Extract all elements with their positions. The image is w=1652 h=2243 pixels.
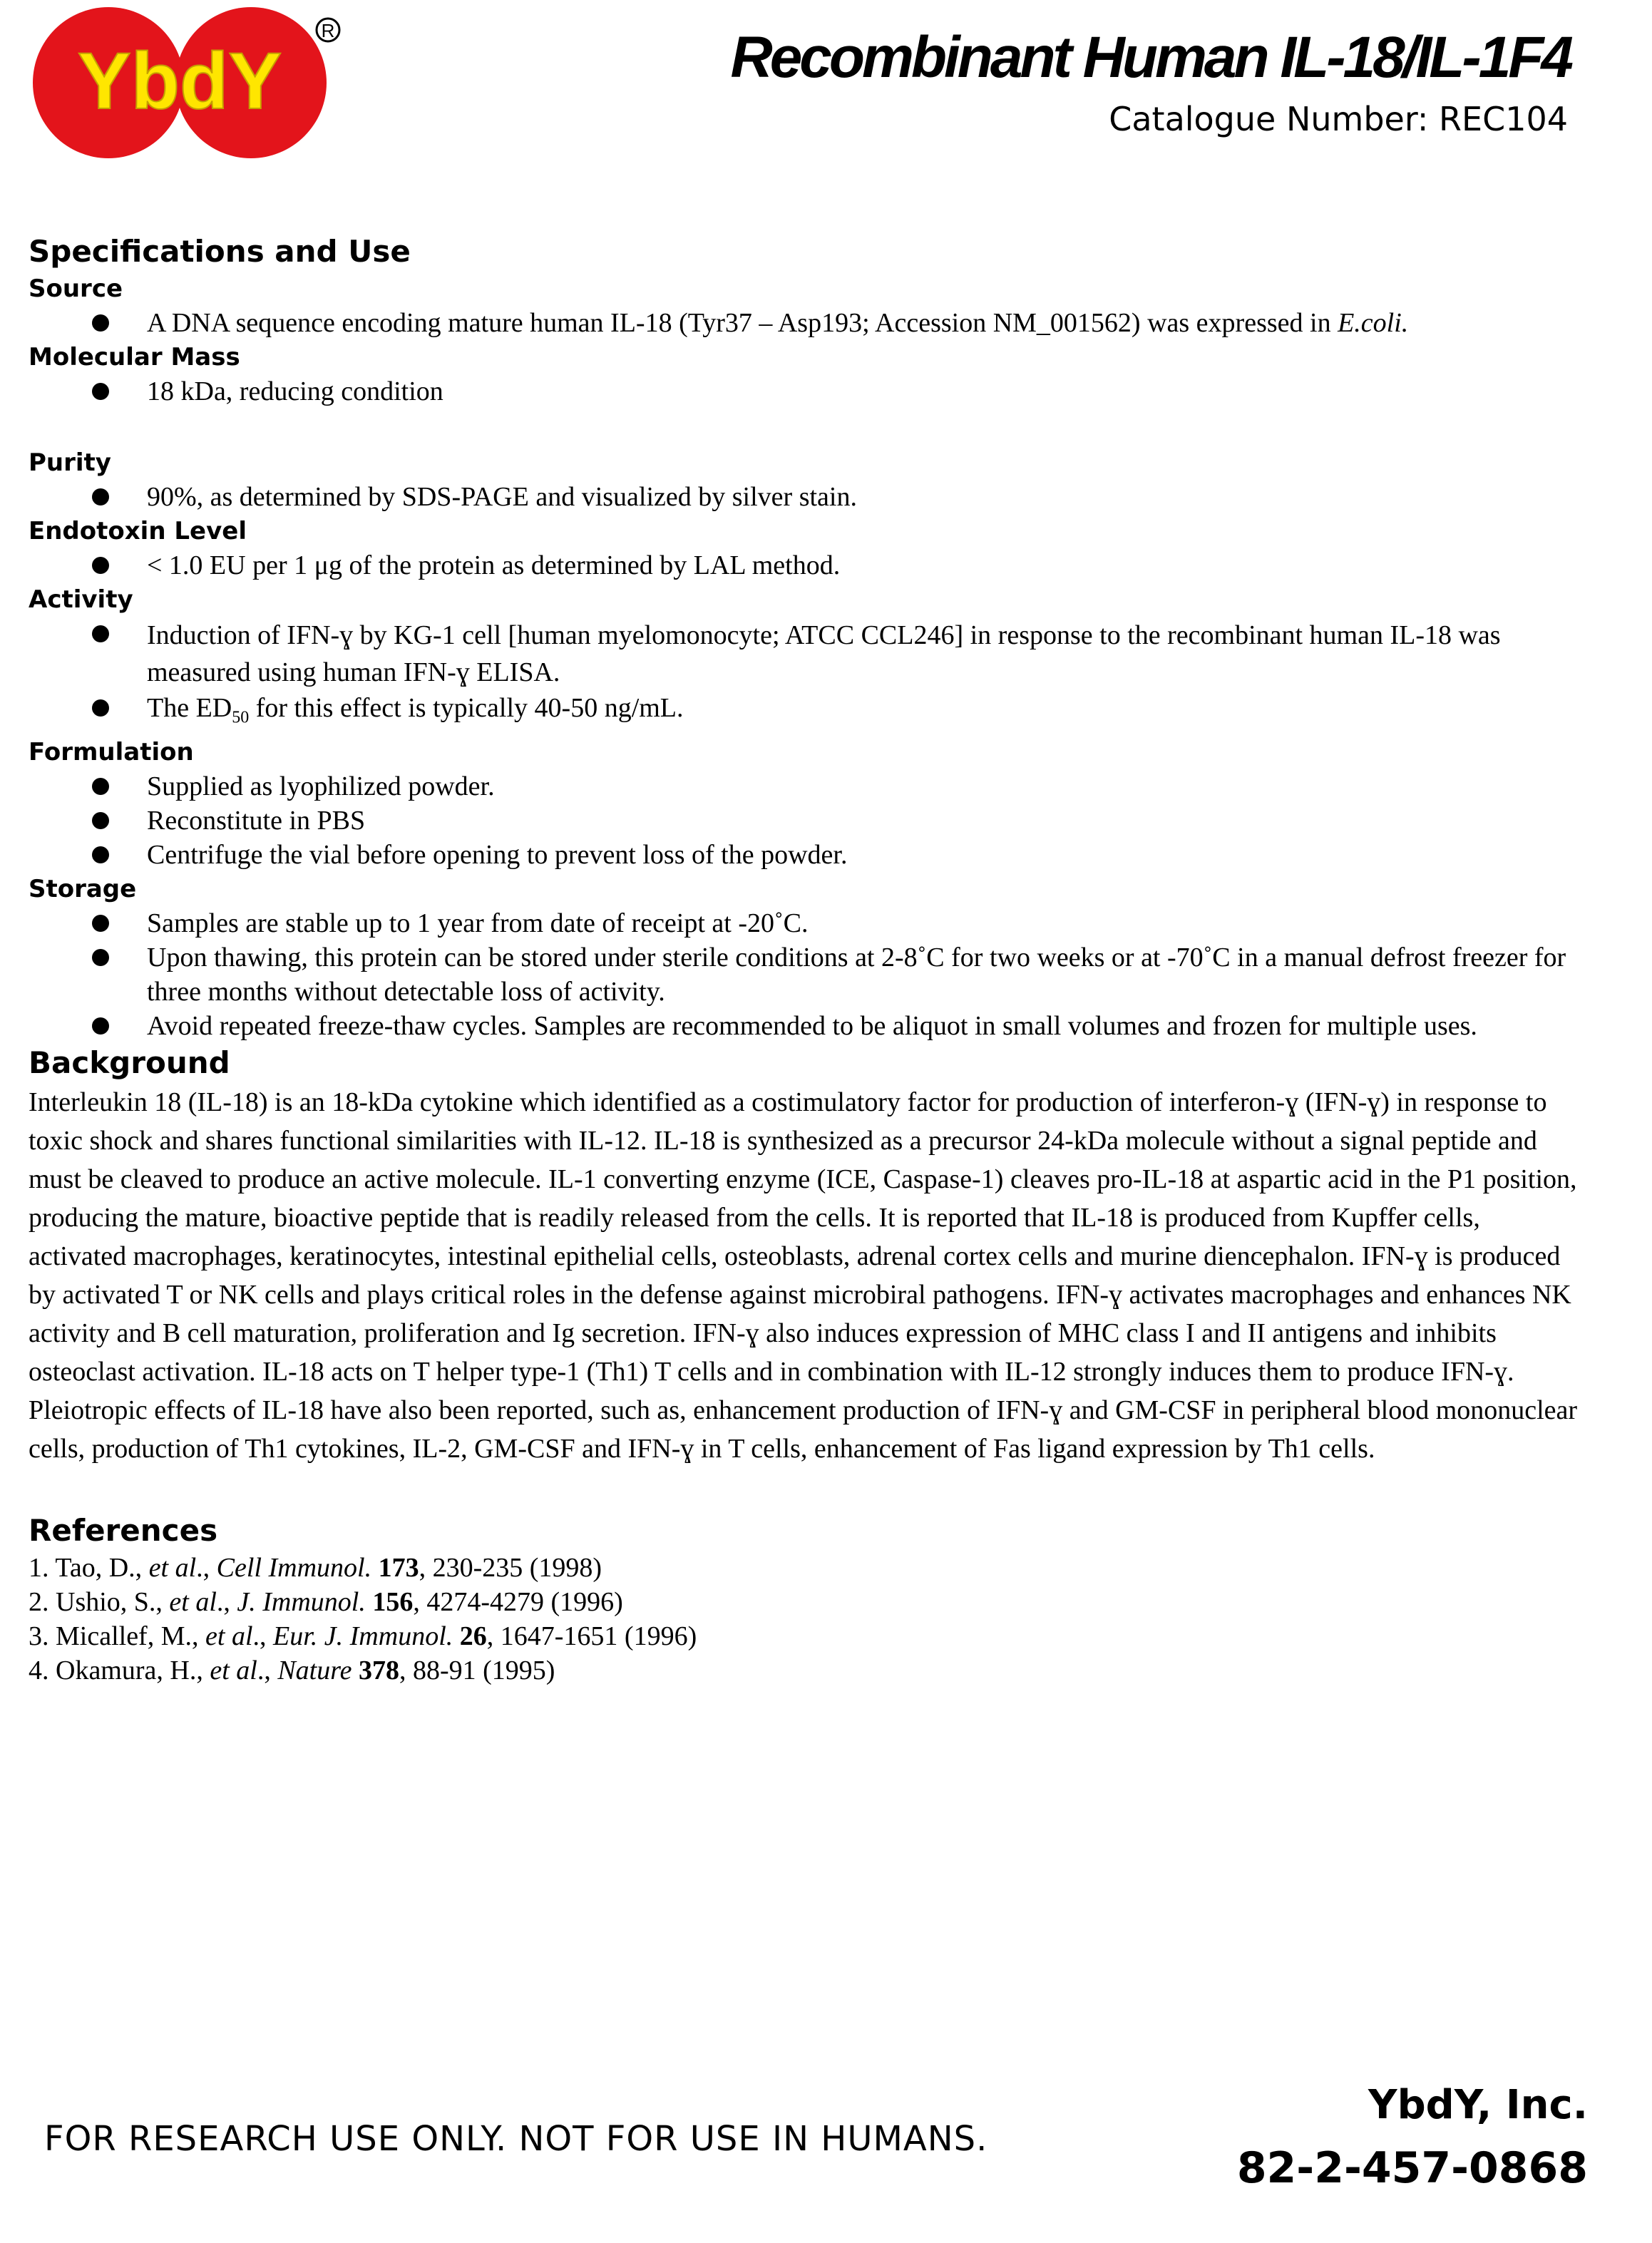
references-heading: References: [29, 1512, 218, 1548]
list-item: Supplied as lyophilized powder.: [29, 769, 1583, 804]
ed-suffix: for this effect is typically 40-50 ng/mL.: [249, 693, 684, 723]
endotoxin-list: [29, 548, 1583, 582]
storage-label: Storage: [29, 874, 137, 903]
catalogue-number: Catalogue Number: REC104: [1109, 100, 1568, 138]
svg-text:R: R: [321, 20, 335, 41]
list-item: 18 kDa, reducing condition: [29, 374, 1583, 409]
document-body: [29, 232, 1583, 1688]
list-item: Reconstitute in PBS: [29, 804, 1583, 838]
company-phone: 82-2-457-0868: [1236, 2143, 1588, 2193]
list-item: Centrifuge the vial before opening to prevent loss of the powder.: [29, 838, 1583, 872]
reference-item: 4. Okamura, H., et al., Nature 378, 88-91 (1995): [29, 1655, 555, 1685]
source-label: Source: [29, 274, 123, 303]
company-name: YbdY, Inc.: [1368, 2082, 1588, 2128]
list-item: [29, 691, 1583, 735]
formulation-label: Formulation: [29, 737, 194, 766]
specifications-heading: Specifications and Use: [29, 234, 411, 269]
background-text: Interleukin 18 (IL-18) is an 18-kDa cytokine which identified as a costimulatory factor for production of interferon-ɣ (IFN-ɣ) in response to toxic shock and shares functional similarities with IL-12. IL-18 is synthesized as a precursor 24-kDa molecule without a signal peptide and must be cleaved to produce an active molecule. IL-1 converting enzyme (ICE, Caspase-1) cleaves pro-IL-18 at aspartic acid in the P1 position, producing the mature, bioactive peptide that is readily released from the cells. It is reported that IL-18 is produced from Kupffer cells, activated macrophages, keratinocytes, intestinal epithelial cells, osteoblasts, adrenal cortex cells and murine diencephalon. IFN-ɣ is produced by activated T or NK cells and plays critical roles in the defense against microbiral pathogens. IFN-ɣ activates macrophages and enhances NK activity and B cell maturation, proliferation and Ig secretion. IFN-ɣ also induces expression of MHC class I and II antigens and inhibits osteoclast activation. IL-18 acts on T helper type-1 (Th1) T cells and in combination with IL-12 strongly induces them to produce IFN-ɣ. Pleiotropic effects of IL-18 have also been reported, such as, enhancement production of IFN-ɣ and GM-CSF in peripheral blood mononuclear cells, production of Th1 cytokines, IL-2, GM-CSF and IFN-ɣ in T cells, enhancement of Fas ligand expression by Th1 cells.: [29, 1087, 1578, 1464]
source-text: A DNA sequence encoding mature human IL-18 (Tyr37 – Asp193; Accession NM_001562) was expressed in: [147, 308, 1338, 338]
list-item: < 1.0 EU per 1 μg of the protein as determined by LAL method.: [29, 548, 1583, 582]
purity-list: [29, 480, 1583, 514]
reference-item: 1. Tao, D., et al., Cell Immunol. 173, 230-235 (1998): [29, 1552, 602, 1583]
storage-list: [29, 906, 1583, 1043]
list-item: [29, 306, 1583, 340]
references-list: [29, 1551, 1583, 1688]
ed-subscript: 50: [232, 708, 250, 727]
company-logo: [29, 1, 342, 165]
list-item: Upon thawing, this protein can be stored under sterile conditions at 2-8˚C for two weeks or at -70˚C in a manual defrost freezer for three months without detectable loss of activity.: [29, 940, 1583, 1009]
list-item: Induction of IFN-ɣ by KG-1 cell [human myelomonocyte; ATCC CCL246] in response to the recombinant human IL-18 was measured using human IFN-ɣ ELISA.: [29, 617, 1583, 691]
formulation-list: [29, 769, 1583, 872]
reference-item: 3. Micallef, M., et al., Eur. J. Immunol. 26, 1647-1651 (1996): [29, 1621, 697, 1651]
purity-label: Purity: [29, 448, 111, 477]
molecular-mass-label: Molecular Mass: [29, 343, 240, 371]
source-list: [29, 306, 1583, 340]
product-title: Recombinant Human IL-18/IL-1F4: [730, 25, 1571, 90]
logo-text: YbdY: [77, 36, 282, 125]
background-heading: Background: [29, 1044, 230, 1080]
logo-graphic: [29, 1, 342, 165]
reference-item: 2. Ushio, S., et al., J. Immunol. 156, 4274-4279 (1996): [29, 1586, 623, 1617]
ed-prefix: The ED: [147, 693, 232, 723]
activity-list: [29, 617, 1583, 735]
list-item: Samples are stable up to 1 year from date of receipt at -20˚C.: [29, 906, 1583, 940]
list-item: Avoid repeated freeze-thaw cycles. Samples are recommended to be aliquot in small volumes and frozen for multiple uses.: [29, 1009, 1583, 1043]
activity-label: Activity: [29, 585, 133, 614]
list-item: 90%, as determined by SDS-PAGE and visualized by silver stain.: [29, 480, 1583, 514]
source-organism: E.coli.: [1338, 308, 1409, 338]
molecular-mass-list: [29, 374, 1583, 409]
endotoxin-label: Endotoxin Level: [29, 517, 247, 545]
research-use-notice: FOR RESEARCH USE ONLY. NOT FOR USE IN HUMANS.: [44, 2119, 988, 2159]
